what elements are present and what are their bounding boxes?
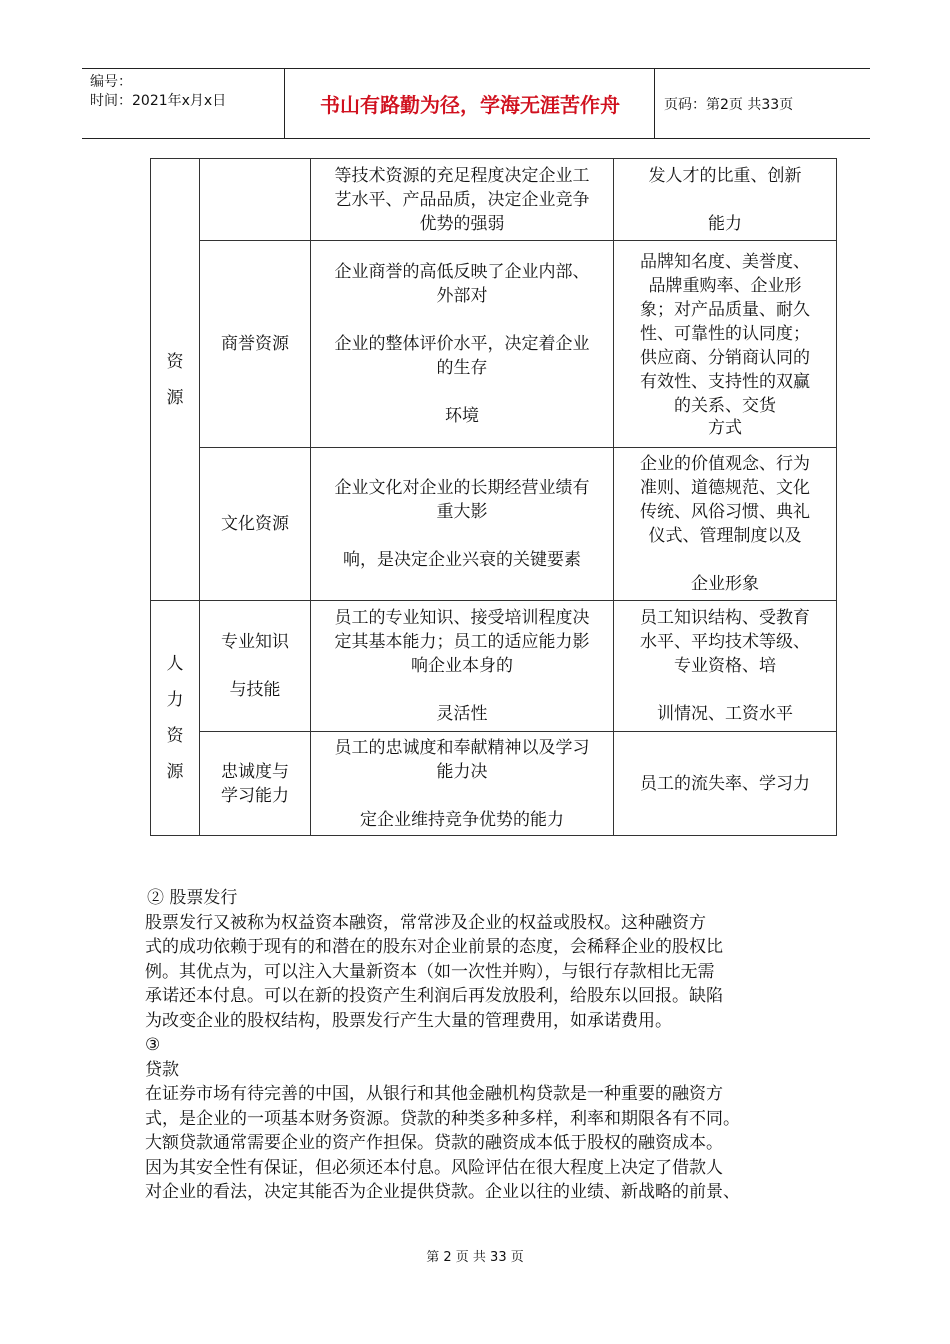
header-divider — [284, 69, 285, 138]
page-header — [82, 68, 870, 139]
cell-line: 训情况、工资水平 — [657, 704, 793, 724]
cell-line: 员工的忠诚度和奉献精神以及学习 — [334, 737, 590, 758]
cell-line: 企业文化对企业的长期经营业绩有 — [334, 478, 590, 498]
paragraph-line: 在证券市场有待完善的中国，从银行和其他金融机构贷款是一种重要的融资方 — [145, 1084, 723, 1104]
page-footer: 第 2 页 共 33 页 — [426, 1250, 524, 1265]
cell-line: 响，是决定企业兴衰的关键要素 — [343, 550, 581, 570]
subcategory-cell: 商誉资源 — [200, 241, 311, 448]
header-divider — [654, 69, 655, 138]
subcategory-cell — [200, 732, 311, 836]
cell-line: 准则、道德规范、文化 — [640, 478, 810, 498]
section-heading: 贷款 — [145, 1059, 179, 1080]
cell-line: 灵活性 — [436, 704, 488, 724]
cell-line: 专业知识 — [221, 632, 289, 652]
paragraph-line: 式，是企业的一项基本财务资源。贷款的种类多种多样，利率和期限各有不同。 — [145, 1108, 740, 1129]
paragraph-line: 因为其安全性有保证，但必须还本付息。风险评估在很大程度上决定了借款人 — [145, 1157, 723, 1178]
cell-gap — [315, 784, 609, 808]
cell-gap — [315, 524, 609, 548]
description-cell — [311, 448, 614, 601]
cell-line: 员工知识结构、受教育 — [640, 608, 810, 628]
description-cell — [311, 601, 614, 732]
header-meta — [90, 73, 226, 111]
cell-gap — [315, 308, 609, 332]
category-char: 人 — [166, 654, 184, 674]
cell-line: 企业的整体评价水平，决定着企业 — [334, 334, 590, 354]
number-label: 编号： — [90, 74, 132, 90]
cell-line: 仪式、管理制度以及 — [648, 526, 802, 546]
cell-line: 方式 — [708, 418, 742, 438]
cell-line: 学习能力 — [221, 785, 289, 806]
section-number: ③ — [145, 1035, 161, 1055]
table-row — [151, 732, 837, 836]
table-row — [151, 448, 837, 601]
indicator-cell — [614, 601, 837, 732]
resource-table — [150, 158, 837, 836]
body-text — [145, 886, 825, 1205]
cell-line: 有效性、支持性的双赢 — [640, 372, 810, 392]
description-cell — [311, 241, 614, 448]
time-label: 时间：2021年x月x日 — [90, 93, 227, 109]
cell-line: 企业商誉的高低反映了企业内部、 — [334, 262, 590, 282]
description-cell — [311, 732, 614, 836]
table-row — [151, 159, 837, 241]
paragraph-line: 式的成功依赖于现有的和潜在的股东对企业前景的态度，会稀释企业的股权比 — [145, 937, 723, 957]
cell-line: 定其基本能力；员工的适应能力影 — [334, 632, 590, 652]
cell-gap — [618, 678, 832, 702]
cell-line: 忠诚度与 — [221, 761, 289, 782]
cell-line: 外部对 — [436, 286, 488, 306]
cell-line: 重大影 — [436, 502, 488, 522]
indicator-cell — [614, 159, 837, 241]
cell-line: 优势的强弱 — [419, 213, 505, 234]
category-char: 源 — [166, 387, 184, 408]
cell-line: 性、可靠性的认同度； — [640, 324, 810, 344]
section-heading: ② 股票发行 — [147, 888, 238, 908]
cell-line: 响企业本身的 — [411, 656, 513, 676]
paragraph-line: 为改变企业的股权结构，股票发行产生大量的管理费用，如承诺费用。 — [145, 1010, 672, 1031]
paragraph-line: 对企业的看法，决定其能否为企业提供贷款。企业以往的业绩、新战略的前景、 — [145, 1182, 740, 1202]
table-row — [151, 241, 837, 448]
cell-line: 发人才的比重、创新 — [648, 165, 802, 186]
cell-line: 与技能 — [229, 680, 281, 700]
category-char: 资 — [166, 351, 184, 372]
cell-gap — [618, 548, 832, 572]
cell-line: 象；对产品质量、耐久 — [640, 300, 810, 320]
category-char: 源 — [166, 762, 184, 782]
cell-line: 能力 — [708, 213, 742, 234]
cell-line: 传统、风俗习惯、典礼 — [640, 502, 810, 522]
subcategory-cell — [200, 601, 311, 732]
category-char: 资 — [166, 726, 184, 746]
category-char: 力 — [166, 690, 184, 710]
cell-line: 企业形象 — [691, 574, 759, 594]
motto: 书山有路勤为径，学海无涯苦作舟 — [320, 93, 620, 117]
cell-gap — [315, 678, 609, 702]
cell-line: 的关系、交货 — [674, 396, 776, 416]
paragraph-line: 承诺还本付息。可以在新的投资产生利润后再发放股利，给股东以回报。缺陷 — [145, 986, 723, 1006]
cell-gap — [618, 188, 832, 212]
cell-line: 品牌重购率、企业形 — [648, 276, 802, 296]
cell-line: 等技术资源的充足程度决定企业工 — [334, 165, 590, 186]
cell-line: 能力决 — [436, 761, 488, 782]
cell-line: 环境 — [445, 406, 479, 426]
subcategory-cell — [200, 159, 311, 241]
table-row — [151, 601, 837, 732]
cell-gap — [204, 654, 306, 678]
indicator-cell: 员工的流失率、学习力 — [614, 732, 837, 836]
cell-line: 的生存 — [436, 358, 488, 378]
category-resource — [151, 159, 200, 601]
paragraph-line: 股票发行又被称为权益资本融资，常常涉及企业的权益或股权。这种融资方 — [145, 912, 706, 933]
subcategory-cell: 文化资源 — [200, 448, 311, 601]
cell-line: 定企业维持竞争优势的能力 — [360, 809, 564, 830]
cell-line: 企业的价值观念、行为 — [640, 454, 810, 474]
indicator-cell — [614, 241, 837, 448]
cell-line: 供应商、分销商认同的 — [640, 348, 810, 368]
cell-line: 艺水平、产品品质，决定企业竞争 — [334, 189, 590, 210]
page-label: 页码：第2页 共33页 — [664, 96, 794, 113]
cell-line: 水平、平均技术等级、 — [640, 632, 810, 652]
category-human — [151, 601, 200, 836]
cell-line: 品牌知名度、美誉度、 — [640, 252, 810, 272]
paragraph-line: 例。其优点为，可以注入大量新资本（如一次性并购），与银行存款相比无需 — [145, 961, 715, 982]
indicator-cell — [614, 448, 837, 601]
paragraph-line: 大额贷款通常需要企业的资产作担保。贷款的融资成本低于股权的融资成本。 — [145, 1133, 723, 1153]
description-cell — [311, 159, 614, 241]
cell-line: 专业资格、培 — [674, 656, 776, 676]
cell-line: 员工的专业知识、接受培训程度决 — [334, 608, 590, 628]
cell-gap — [315, 380, 609, 404]
